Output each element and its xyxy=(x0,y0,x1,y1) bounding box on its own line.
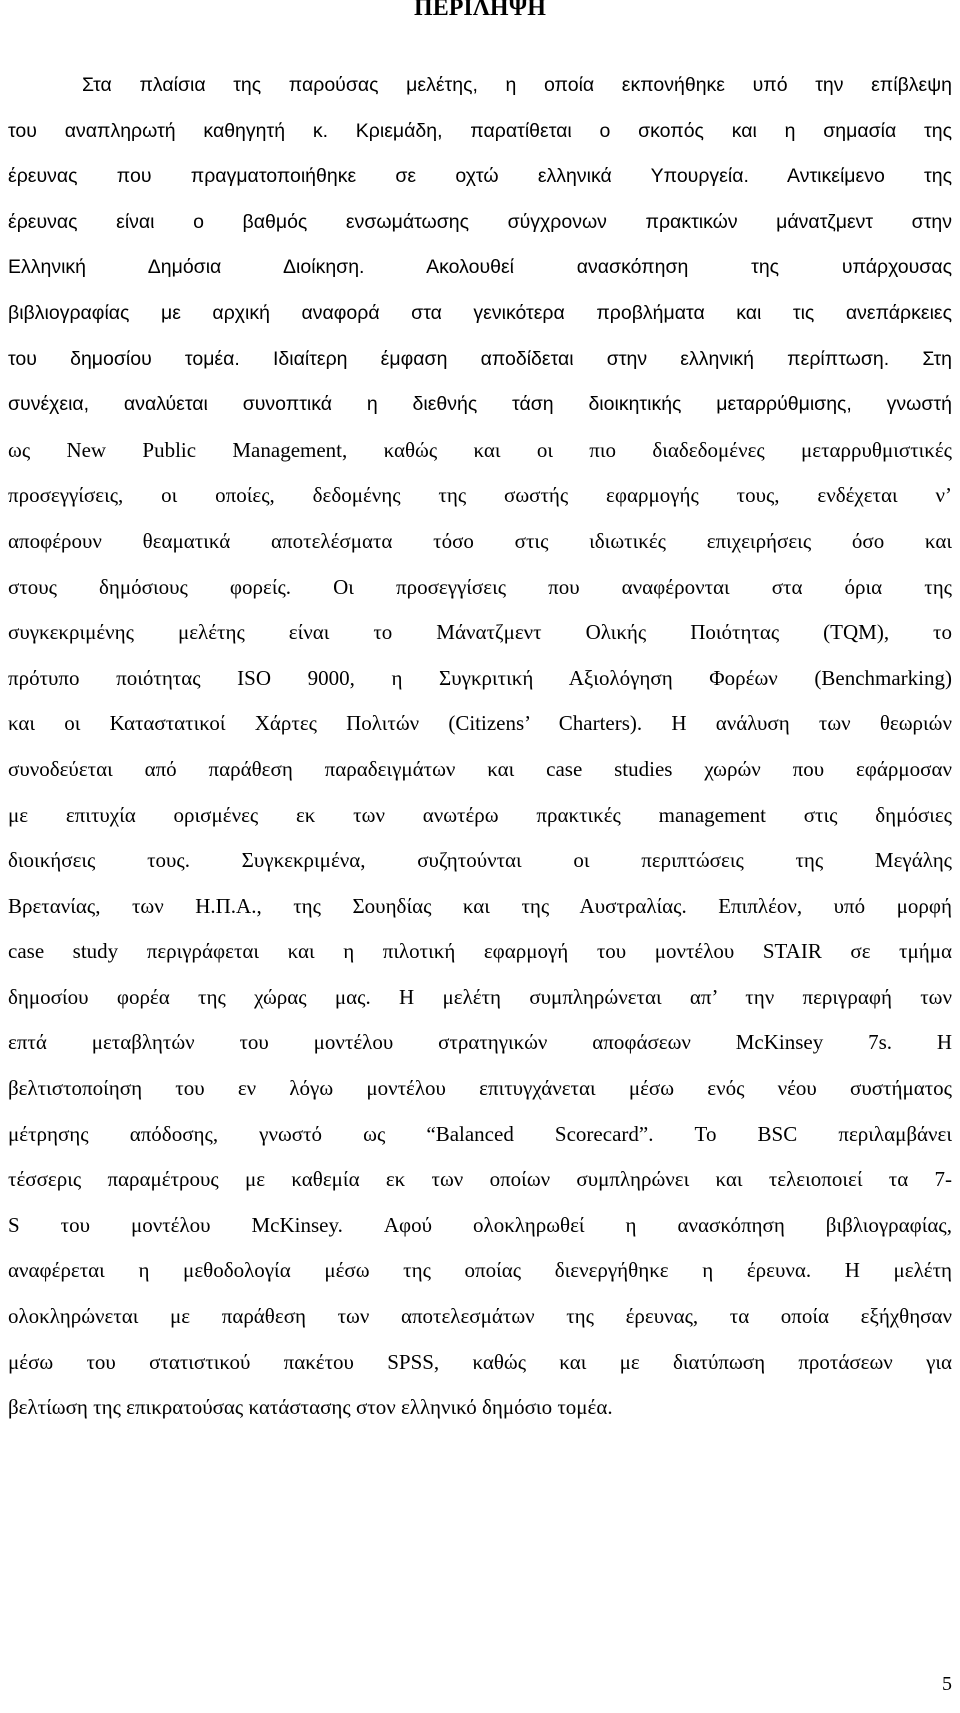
abstract-line: διοικήσεις τους. Συγκεκριμένα, συζητούνται οι περιπτώσεις της Μεγάλης xyxy=(8,848,952,873)
abstract-line: επτά μεταβλητών του μοντέλου στρατηγικών αποφάσεων McKinsey 7s. Η xyxy=(8,1030,952,1055)
page-number: 5 xyxy=(942,1673,952,1695)
abstract-line: Στα πλαίσια της παρούσας μελέτης, η οποία εκπονήθηκε υπό την επίβλεψη xyxy=(82,74,952,96)
abstract-line: αποφέρουν θεαματικά αποτελέσματα τόσο στις ιδιωτικές επιχειρήσεις όσο και xyxy=(8,528,952,553)
page-title: ΠΕΡΙΛΗΨΗ xyxy=(414,0,546,21)
abstract-line: προσεγγίσεις, οι οποίες, δεδομένης της σωστής εφαρμογής τους, ενδέχεται ν’ xyxy=(8,483,952,508)
abstract-line: πρότυπο ποιότητας ISO 9000, η Συγκριτική Αξιολόγηση Φορέων (Benchmarking) xyxy=(8,665,952,690)
abstract-line: μέτρησης απόδοσης, γνωστό ως “Balanced Scorecard”. Το BSC περιλαμβάνει xyxy=(8,1121,952,1146)
abstract-line: έρευνας που πραγματοποιήθηκε σε οχτώ ελληνικά Υπουργεία. Αντικείμενο της xyxy=(8,165,952,188)
abstract-line: και οι Καταστατικοί Χάρτες Πολιτών (Citizens’ Charters). Η ανάλυση των θεωριών xyxy=(8,711,952,736)
abstract-line: βελτιστοποίηση του εν λόγω μοντέλου επιτυγχάνεται μέσω ενός νέου συστήματος xyxy=(8,1076,952,1101)
abstract-line: του αναπληρωτή καθηγητή κ. Κριεμάδη, παρατίθεται ο σκοπός και η σημασία της xyxy=(8,119,952,142)
abstract-line: συνοδεύεται από παράθεση παραδειγμάτων και case studies χωρών που εφάρμοσαν xyxy=(8,756,952,781)
abstract-line: ολοκληρώνεται με παράθεση των αποτελεσμάτων της έρευνας, τα οποία εξήχθησαν xyxy=(8,1304,952,1329)
abstract-line: S του μοντέλου McKinsey. Αφού ολοκληρωθεί η ανασκόπηση βιβλιογραφίας, xyxy=(8,1212,952,1237)
abstract-line: Ελληνική Δημόσια Διοίκηση. Ακολουθεί ανασκόπηση της υπάρχουσας xyxy=(8,256,952,279)
abstract-line: με επιτυχία ορισμένες εκ των ανωτέρω πρακτικές management στις δημόσιες xyxy=(8,802,952,827)
abstract-line: έρευνας είναι ο βαθμός ενσωμάτωσης σύγχρονων πρακτικών μάνατζμεντ στην xyxy=(8,210,952,233)
abstract-line: μέσω του στατιστικού πακέτου SPSS, καθώς και με διατύπωση προτάσεων για xyxy=(8,1349,952,1374)
abstract-body xyxy=(8,68,952,1436)
abstract-line: βιβλιογραφίας με αρχική αναφορά στα γενικότερα προβλήματα και τις ανεπάρκειες xyxy=(8,301,952,324)
abstract-line: δημοσίου φορέα της χώρας μας. Η μελέτη συμπληρώνεται απ’ την περιγραφή των xyxy=(8,984,952,1009)
abstract-line: συνέχεια, αναλύεται συνοπτικά η διεθνής τάση διοικητικής μεταρρύθμισης, γνωστή xyxy=(8,393,952,416)
abstract-line: βελτίωση της επικρατούσας κατάστασης στον ελληνικό δημόσιο τομέα. xyxy=(8,1395,613,1420)
abstract-line: case study περιγράφεται και η πιλοτική εφαρμογή του μοντέλου STAIR σε τμήμα xyxy=(8,939,952,964)
abstract-line: Βρετανίας, των Η.Π.Α., της Σουηδίας και της Αυστραλίας. Επιπλέον, υπό μορφή xyxy=(8,893,952,918)
abstract-line: τέσσερις παραμέτρους με καθεμία εκ των οποίων συμπληρώνει και τελειοποιεί τα 7- xyxy=(8,1167,952,1192)
abstract-line: συγκεκριμένης μελέτης είναι το Μάνατζμεντ Ολικής Ποιότητας (TQM), το xyxy=(8,620,952,645)
abstract-line: ως New Public Management, καθώς και οι πιο διαδεδομένες μεταρρυθμιστικές xyxy=(8,437,952,462)
abstract-line: αναφέρεται η μεθοδολογία μέσω της οποίας διενεργήθηκε η έρευνα. Η μελέτη xyxy=(8,1258,952,1283)
abstract-line: του δημοσίου τομέα. Ιδιαίτερη έμφαση αποδίδεται στην ελληνική περίπτωση. Στη xyxy=(8,347,952,370)
abstract-line: στους δημόσιους φορείς. Οι προσεγγίσεις που αναφέρονται στα όρια της xyxy=(8,574,952,599)
